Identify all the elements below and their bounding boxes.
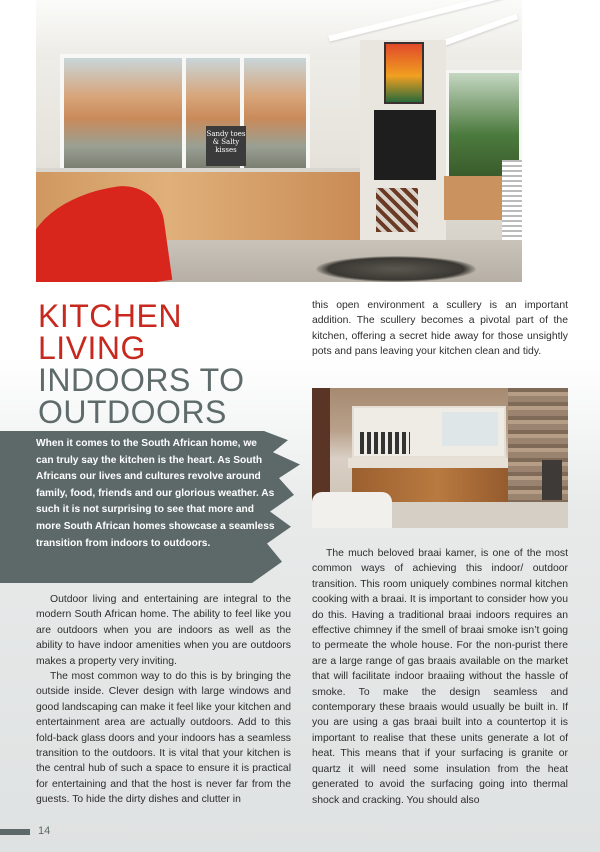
left-column bbox=[36, 592, 291, 808]
hero-kitchen-photo bbox=[36, 0, 522, 282]
body-paragraph: Outdoor living and entertaining are integral to the modern South African home. The ability to feel like you are outdoors when you are indoors as well as the ability to have indoor amenities when you are outdoors makes a property very inviting. bbox=[36, 594, 291, 667]
sofa bbox=[312, 492, 392, 528]
page-number: 14 bbox=[38, 825, 51, 837]
glass-splashback bbox=[442, 412, 498, 446]
right-column-bottom bbox=[312, 546, 568, 808]
body-paragraph: The most common way to do this is by bringing the outside inside. Clever design with large windows and good landscaping can make it feel like your kitchen and entertainment area are actually outdoors. Add to this fold-back glass doors and your indoors has a seamless transition to the outdoors. It is vital that your kitchen is the central hub of such a space to ensure it is practical for entertaining and that the host is never far from the guests. To hide the dirty dishes and clutter in bbox=[36, 671, 291, 806]
title-line-4: OUTDOORS bbox=[38, 394, 227, 430]
body-paragraph: The much beloved braai kamer, is one of the most common ways of achieving this indoor/ outdoor transition. This room uniquely combines normal kitchen cooking with a braai. It is important to consider how you do this. Having a traditional braai indoors requires an effective chimney if the smell of braai smoke isn’t going to permeate the whole house. For the non-purist there are a large range of gas braais available on the market that will facilitate indoor braaiing without the hassle of smoke. To make the design seamless and contemporary these braais would usually be built in. If you are using a gas braai built into a countertop it is important to realise that these units generate a lot of heat. This means that if your surfacing is granite or quartz it will need some insulation from the heat generated to avoid the surfacing going into thermal shock and cracking. You should also bbox=[312, 548, 568, 806]
countertop bbox=[348, 458, 528, 468]
body-paragraph: this open environment a scullery is an important addition. The scullery becomes a pivotal part of the kitchen, offering a secret hide away for those unsightly pots and pans leaving your kitchen clean and tidy. bbox=[312, 300, 568, 358]
footer-bar bbox=[0, 829, 30, 835]
side-cabinet bbox=[444, 176, 504, 220]
wall-painting bbox=[384, 42, 424, 104]
title-line-3: INDOORS TO bbox=[38, 362, 245, 398]
television bbox=[374, 110, 436, 180]
braai-unit bbox=[542, 460, 562, 500]
article-title bbox=[38, 300, 298, 428]
title-line-1: KITCHEN bbox=[38, 298, 182, 334]
bottles bbox=[360, 432, 410, 454]
patio-chair bbox=[502, 160, 522, 250]
kitchen-window bbox=[60, 54, 310, 172]
rug bbox=[316, 256, 476, 282]
wine-rack bbox=[376, 188, 418, 232]
right-column-top bbox=[312, 298, 568, 360]
title-line-2: LIVING bbox=[38, 330, 146, 366]
intro-paragraph: When it comes to the South African home, we can truly say the kitchen is the heart. As South Africans our lives and cultures revolve around family, food, friends and our glorious weather. As such it is not surprising to see that more and more South African homes showcase a seamless transition from indoors to outdoors. bbox=[36, 438, 275, 549]
braai-room-photo bbox=[312, 388, 568, 528]
decor-sign: Sandy toes & Salty kisses bbox=[206, 126, 246, 166]
